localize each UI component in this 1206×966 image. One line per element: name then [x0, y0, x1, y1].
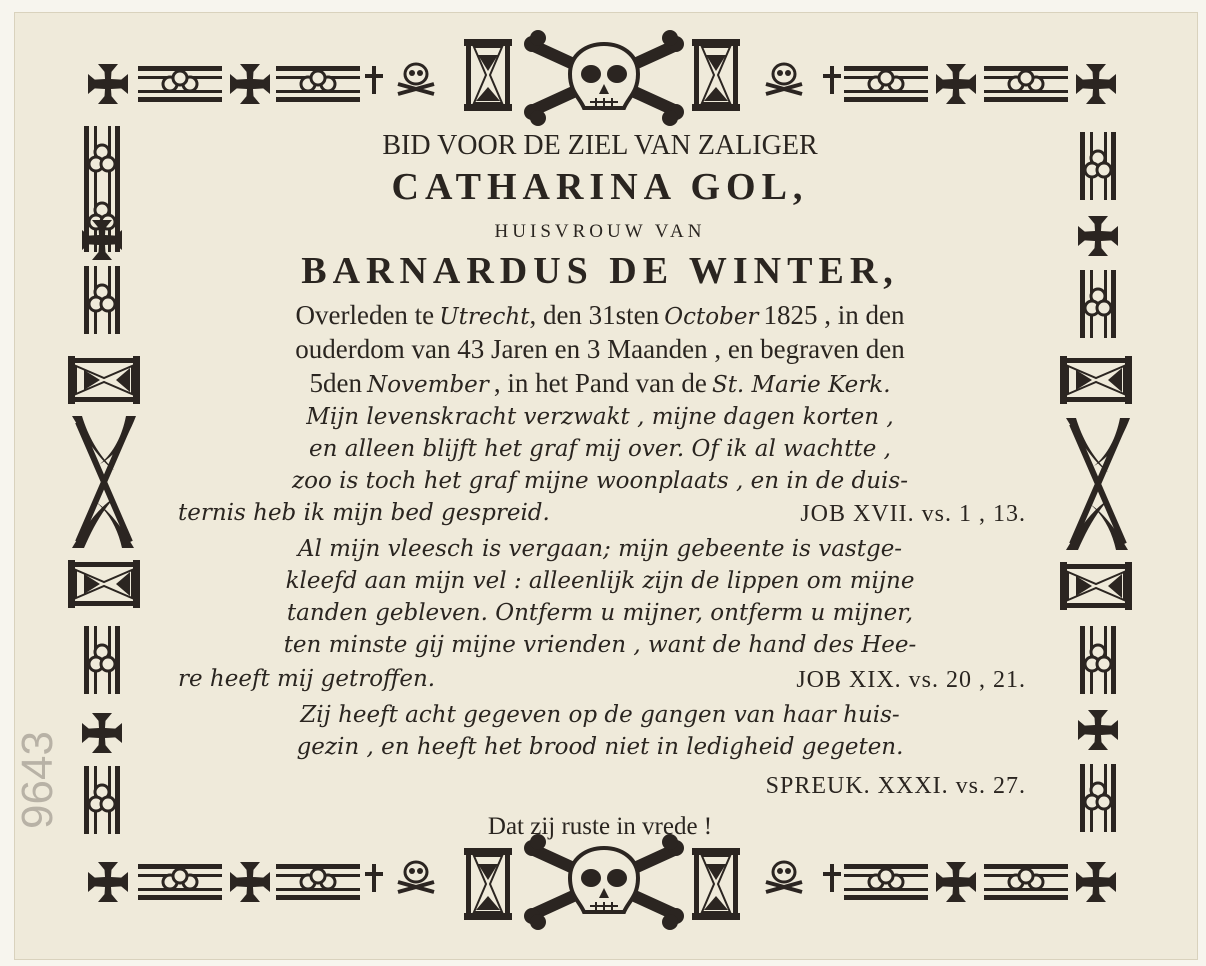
- hourglass-icon: [692, 39, 740, 111]
- cross-icon: [1076, 64, 1116, 104]
- cross-icon: [230, 862, 270, 902]
- left-ornament-column: [68, 126, 140, 834]
- small-skull-icon: [766, 64, 802, 94]
- age-burial-line: ouderdom van 43 Jaren en 3 Maanden , en begraven den: [295, 334, 905, 364]
- knot-icon: [276, 66, 360, 102]
- hourglass-icon: [68, 356, 140, 404]
- verse-2-line-5: re heeft mij getroffen. JOB XIX. vs. 20 , 21.: [178, 666, 1026, 693]
- hourglass-icon: [68, 560, 140, 608]
- verse-2-line-3: tanden gebleven. Ontferm u mijner, ontferm u mijner,: [286, 600, 914, 626]
- knot-icon: [138, 864, 222, 900]
- small-skull-icon: [398, 64, 434, 94]
- skull-crossbones-icon: [524, 30, 684, 126]
- knot-icon: [1080, 132, 1116, 200]
- verse-1-line-2: en alleen blijft het graf mij over. Of ik al wachtte ,: [309, 436, 891, 462]
- knot-icon: [1080, 764, 1116, 832]
- cross-icon: [88, 64, 128, 104]
- knot-icon: [1080, 626, 1116, 694]
- cross-icon: [82, 713, 122, 753]
- verse-1-line-4: ternis heb ik mijn bed gespreid. JOB XVII. vs. 1 , 13.: [178, 500, 1026, 527]
- small-skull-icon: [398, 862, 434, 892]
- hourglass-icon: [1060, 562, 1132, 610]
- small-cross-icon: [823, 66, 841, 94]
- knot-icon: [84, 626, 120, 694]
- knot-icon: [84, 126, 120, 194]
- small-cross-icon: [365, 864, 383, 892]
- hourglass-icon: [464, 39, 512, 111]
- bottom-ornament-row: [88, 834, 1116, 930]
- wife-of-label: HUISVROUW VAN: [494, 221, 706, 242]
- closing-rest-in-peace: Dat zij ruste in vrede !: [487, 813, 713, 840]
- prayer-heading: BID VOOR DE ZIEL VAN ZALIGER: [382, 130, 818, 161]
- knot-icon: [84, 266, 120, 334]
- knot-icon: [276, 864, 360, 900]
- cross-icon: [1078, 216, 1118, 256]
- cross-icon: [1076, 862, 1116, 902]
- cross-icon: [936, 862, 976, 902]
- burial-place-line: 5den November , in het Pand van de St. Marie Kerk.: [309, 368, 891, 398]
- cross-icon: [1078, 710, 1118, 750]
- scripture-ref-job-17: JOB XVII. vs. 1 , 13.: [800, 501, 1026, 527]
- knot-icon: [844, 66, 928, 102]
- cross-icon: [88, 862, 128, 902]
- knot-icon: [984, 864, 1068, 900]
- small-cross-icon: [823, 864, 841, 892]
- verse-2-line-4: ten minste gij mijne vrienden , want de hand des Hee-: [283, 632, 917, 658]
- right-ornament-column: [1060, 132, 1132, 832]
- small-skull-icon: [766, 862, 802, 892]
- verse-2-line-2: kleefd aan mijn vel : alleenlijk zijn de lippen om mijne: [285, 568, 915, 594]
- scythes-icon: [1066, 418, 1130, 550]
- knot-icon: [984, 66, 1068, 102]
- top-ornament-row: [88, 30, 1116, 126]
- knot-icon: [138, 66, 222, 102]
- knot-icon: [1080, 270, 1116, 338]
- handwritten-catalog-number: 9643: [13, 731, 62, 829]
- verse-1-line-1: Mijn levenskracht verzwakt , mijne dagen korten ,: [306, 404, 894, 430]
- verse-3-line-2: gezin , en heeft het brood niet in ledigheid gegeten.: [296, 734, 904, 760]
- death-details-line: Overleden te Utrecht, den 31sten October 1825 , in den: [295, 300, 905, 330]
- hourglass-icon: [1060, 356, 1132, 404]
- verse-3-line-1: Zij heeft acht gegeven op de gangen van haar huis-: [300, 702, 900, 728]
- verse-2-line-1: Al mijn vleesch is vergaan; mijn gebeente is vastge-: [297, 536, 903, 562]
- skull-crossbones-icon: [524, 834, 684, 930]
- verse-1-line-3: zoo is toch het graf mijne woonplaats , en in de duis-: [292, 468, 908, 494]
- scripture-ref-job-19: JOB XIX. vs. 20 , 21.: [796, 667, 1026, 693]
- hourglass-icon: [692, 848, 740, 920]
- husband-name: BARNARDUS DE WINTER,: [301, 250, 899, 292]
- hourglass-icon: [464, 848, 512, 920]
- scripture-ref-proverbs-31: SPREUK. XXXI. vs. 27.: [765, 773, 1026, 799]
- place-utrecht: Utrecht: [439, 304, 530, 330]
- deceased-name: CATHARINA GOL,: [391, 166, 809, 208]
- scythes-icon: [72, 416, 136, 548]
- small-cross-icon: [365, 66, 383, 94]
- knot-icon: [844, 864, 928, 900]
- month-october: October: [664, 304, 759, 330]
- cross-icon: [936, 64, 976, 104]
- cross-icon: [230, 64, 270, 104]
